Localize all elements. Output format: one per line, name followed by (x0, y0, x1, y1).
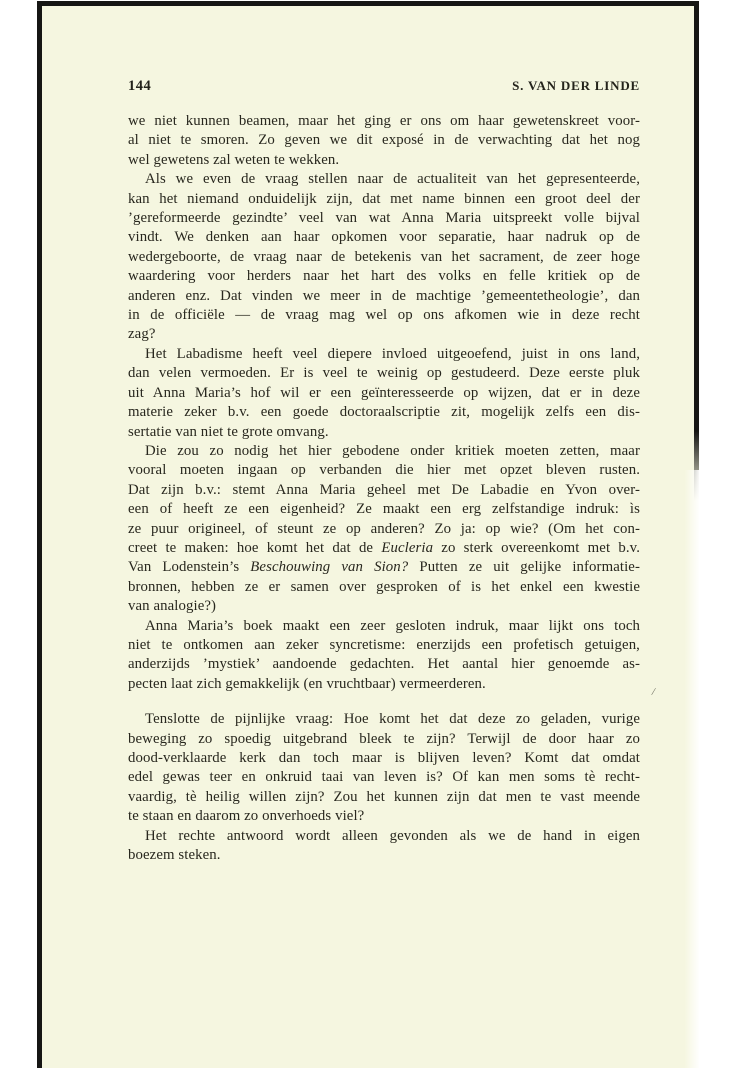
text-line: anderen enz. Dat vinden we meer in de machtige ’gemeentetheologie’, dan (128, 287, 640, 304)
text-line: ’gereformeerde gezindte’ veel van wat Anna Maria uitspreekt volle bijval (128, 210, 640, 227)
text-line: Het Labadisme heeft veel diepere invloed uitgeoefend, juist in ons land, (145, 345, 640, 362)
text-line: Als we even de vraag stellen naar de actualiteit van het gepresenteerde, (145, 171, 640, 188)
text-line: te staan en daarom zo onverhoeds viel? (128, 808, 365, 825)
page-frame-left-edge (37, 1, 42, 1068)
text-line: Anna Maria’s boek maakt een zeer gesloten indruk, maar lijkt ons toch (145, 617, 640, 634)
running-header: S. VAN DER LINDE (512, 78, 640, 93)
paragraph (128, 710, 640, 826)
paragraph (128, 112, 640, 170)
text-line: een of heeft ze een eigenheid? Ze maakt een erg zelfstandige indruk: ìs (128, 501, 640, 518)
text-line: al niet te smoren. Zo geven we dit exposé in de verwachting dat het nog (128, 132, 640, 149)
text-line: Dat zijn b.v.: stemt Anna Maria geheel met De Labadie en Yvon over- (128, 481, 640, 498)
text-line: van analogie?) (128, 598, 217, 615)
text-line: vaardig, tè heilig willen zijn? Zou het kunnen zijn dat men te vast meende (128, 788, 640, 805)
text-line: zag? (128, 326, 156, 343)
paragraph (128, 345, 640, 442)
page-frame-right-edge (694, 1, 699, 501)
text-line: we niet kunnen beamen, maar het ging er ons om haar gewetenskreet voor- (128, 113, 640, 129)
paragraph (128, 617, 640, 695)
text-line: niet te ontkomen aan zeker syncretisme: enerzijds een profetisch getuigen, (128, 636, 640, 653)
text-line: Die zou zo nodig het hier gebodene onder kritiek moeten zetten, maar (145, 442, 640, 459)
page-edge-fade (684, 470, 738, 1068)
text-line: Tenslotte de pijnlijke vraag: Hoe komt het dat deze zo geladen, vurige (145, 711, 640, 728)
text-line: sertatie van niet te grote omvang. (128, 423, 329, 440)
text-line: wel gewetens zal weten te wekken. (128, 151, 340, 168)
text-line: kan het niemand onduidelijk zijn, dat met name binnen een groot deel der (128, 190, 640, 207)
paragraph (128, 827, 640, 866)
text-line: pecten laat zich gemakkelijk (en vruchtbaar) vermeerderen. (128, 675, 486, 692)
text-line: materie zeker b.v. een goede doctoraalscriptie zit, mogelijk zelfs een dis- (128, 404, 640, 421)
text-line: wedergeboorte, de vraag naar de betekenis van het sacrament, de zeer hoge (128, 248, 640, 265)
text-line: vooral moeten ingaan op verbanden die hier met opzet bleven rusten. (128, 462, 640, 479)
italic-text: Eucleria (381, 539, 434, 556)
text-line: boezem steken. (128, 847, 221, 864)
paragraph (128, 442, 640, 617)
text-line: anderzijds ’mystiek’ aandoende gedachten. Het aantal hier genoemde as- (128, 656, 640, 673)
stray-mark: / (650, 685, 657, 699)
page-number: 144 (128, 78, 152, 94)
page-frame-top-edge (37, 1, 699, 6)
page-text (128, 112, 640, 865)
text-line: waardering voor herders naar het hart des volks en felle kritiek op de (128, 268, 640, 285)
text-line: ze puur origineel, of steunt ze op anderen? Zo ja: op wie? (Om het con- (128, 520, 640, 537)
text-line: uit Anna Maria’s hof wil er een geïnteresseerde op wijzen, dat er in deze (128, 384, 640, 401)
text-line: vindt. We denken aan haar opkomen voor separatie, haar nadruk op de (128, 229, 640, 246)
text-line: creet te maken: hoe komt het dat de Eucleria zo sterk overeenkomt met b.v. (128, 539, 640, 556)
page-content (128, 78, 640, 865)
italic-text: Beschouwing van Sion? (250, 559, 409, 576)
text-line: dan velen vermoeden. Er is veel te weinig op gestudeerd. Deze eerste pluk (128, 365, 640, 382)
page-header (128, 78, 640, 96)
text-line: edel gewas teer en onkruid taai van leven is? Of kan men soms tè recht- (128, 769, 640, 786)
paragraph (128, 170, 640, 345)
text-line: Van Lodenstein’s Beschouwing van Sion? Putten ze uit gelijke informatie- (128, 559, 640, 576)
text-line: beweging zo spoedig uitgebrand bleek te zijn? Terwijl de door haar zo (128, 730, 640, 747)
text-line: Het rechte antwoord wordt alleen gevonden als we de hand in eigen (145, 827, 640, 844)
text-line: in de officiële — de vraag mag wel op ons afkomen wie in deze recht (128, 307, 640, 324)
text-line: bronnen, hebben ze er samen over gesproken of is het enkel een kwestie (128, 578, 640, 595)
text-line: dood-verklaarde kerk dan toch maar is blijven leven? Komt dat omdat (128, 750, 640, 766)
